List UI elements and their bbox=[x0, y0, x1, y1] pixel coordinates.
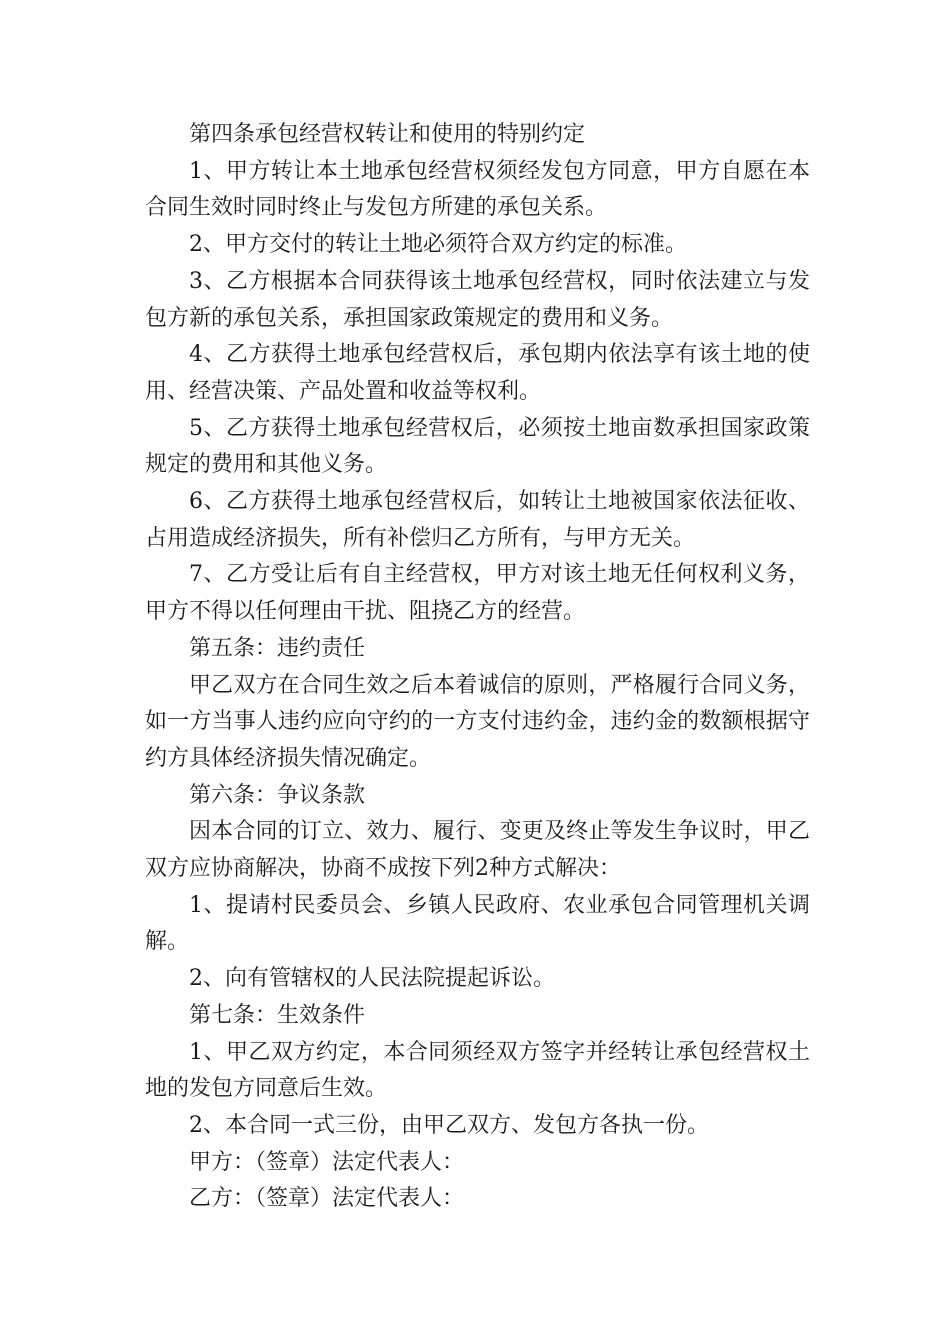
section-7-heading: 第七条：生效条件 bbox=[189, 1002, 366, 1028]
clause-6-1: 1、提请村民委员会、乡镇人民政府、农业承包合同管理机关调解。 bbox=[145, 892, 810, 955]
clause-6-body: 因本合同的订立、效力、履行、变更及终止等发生争议时，甲乙双方应协商解决，协商不成按下列2种方式解决： bbox=[145, 819, 810, 882]
section-6-heading: 第六条：争议条款 bbox=[189, 782, 366, 808]
section-4-heading: 第四条承包经营权转让和使用的特别约定 bbox=[189, 122, 586, 147]
clause-4-1: 1、甲方转让本土地承包经营权须经发包方同意，甲方自愿在本合同生效时同时终止与发包方所建的承包关系。 bbox=[145, 158, 810, 221]
clause-4-6: 6、乙方获得土地承包经营权后，如转让土地被国家依法征收、占用造成经济损失，所有补偿归乙方所有，与甲方无关。 bbox=[145, 489, 810, 551]
clause-4-3: 3、乙方根据本合同获得该土地承包经营权，同时依法建立与发包方新的承包关系，承担国家政策规定的费用和义务。 bbox=[145, 268, 810, 331]
clause-4-5: 5、乙方获得土地承包经营权后，必须按土地亩数承担国家政策规定的费用和其他义务。 bbox=[145, 415, 810, 478]
section-5-heading: 第五条：违约责任 bbox=[189, 635, 366, 661]
clause-7-1: 1、甲乙双方约定，本合同须经双方签字并经转让承包经营权土地的发包方同意后生效。 bbox=[145, 1039, 810, 1102]
clause-4-7: 7、乙方受让后有自主经营权，甲方对该土地无任何权利义务，甲方不得以任何理由干扰、阻挠乙方的经营。 bbox=[145, 562, 810, 625]
clause-6-2: 2、向有管辖权的人民法院提起诉讼。 bbox=[189, 966, 555, 992]
party-b-signature-line: 乙方：（签章）法定代表人： bbox=[189, 1186, 465, 1212]
clause-4-2: 2、甲方交付的转让土地必须符合双方约定的标准。 bbox=[189, 232, 687, 258]
clause-5-body: 甲乙双方在合同生效之后本着诚信的原则，严格履行合同义务，如一方当事人违约应向守约的一方支付违约金，违约金的数额根据守约方具体经济损失情况确定。 bbox=[145, 672, 810, 771]
document-body bbox=[145, 117, 810, 1218]
clause-7-2: 2、本合同一式三份，由甲乙双方、发包方各执一份。 bbox=[189, 1112, 709, 1138]
clause-4-4: 4、乙方获得土地承包经营权后，承包期内依法享有该土地的使用、经营决策、产品处置和收益等权利。 bbox=[145, 342, 810, 404]
party-a-signature-line: 甲方：（签章）法定代表人： bbox=[189, 1149, 465, 1175]
